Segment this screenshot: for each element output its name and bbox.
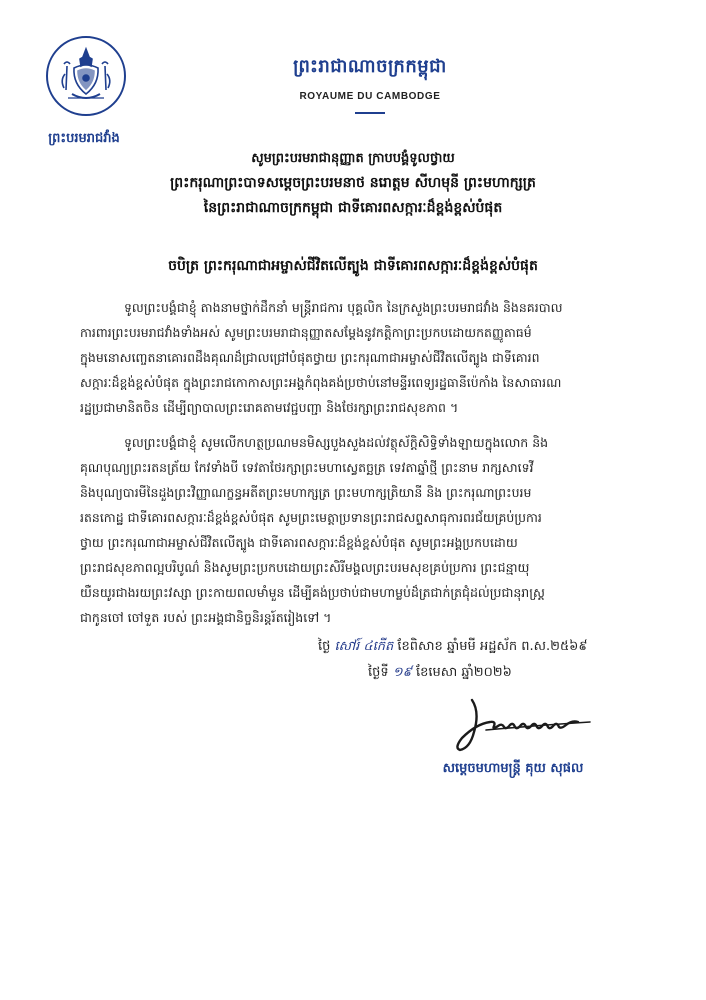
paragraph-2-line: និងបុណ្យបារមីនៃដួងព្រះវិញ្ញាណក្ខន្ធអតីតព្រះមហាក្សត្រ ព្រះមហាក្សត្រិយានី និង ព្រះករុណាព្រះបរម	[80, 485, 532, 500]
paragraph-2-line: ជាកូនចៅ ចៅទួត របស់ ព្រះអង្គជានិច្ចនិរន្តរ៍តរៀងទៅ ។	[80, 610, 332, 625]
addressee-block	[70, 146, 636, 221]
subject-line: ចបិត្រ ព្រះករុណាជាអម្ចាស់ជីវិតលើត្បូង ជាទីគោរពសក្ការៈដ៏ខ្ពង់ខ្ពស់បំផុត	[168, 258, 538, 274]
handwritten-signature-icon	[450, 692, 600, 754]
solar-date	[318, 660, 668, 686]
lunar-date-handwritten: សៅរ៍ ៤កើត	[334, 639, 394, 654]
paragraph-1-line: ក្នុងមនោសញ្ចេតនាគោរពដឹងគុណដ៏ជ្រាលជ្រៅបំផុតថ្វាយ ព្រះករុណាជាអម្ចាស់ជីវិតលើត្បូង ជាទីគោរព	[80, 350, 540, 365]
kingdom-heading	[220, 54, 520, 114]
signer-name: សម្តេចមហាមន្ត្រី គុយ សុផល	[442, 761, 584, 776]
paragraph-2-line: ទូលព្រះបង្គំជាខ្ញុំ សូមលើកហត្ថប្រណមនមិស្សបួងសួងដល់វត្ថុស័ក្តិសិទ្ធិទាំងឡាយក្នុងលោក និង	[124, 435, 549, 450]
heading-divider	[355, 112, 385, 114]
lunar-date-prefix: ថ្ងៃ	[318, 639, 331, 654]
addressee-line-3: នៃព្រះរាជាណាចក្រកម្ពុជា ជាទីគោរពសក្ការៈដ៏ខ្ពង់ខ្ពស់បំផុត	[203, 200, 503, 216]
paragraph-2-line: រតនកោដ្ឋ ជាទីគោរពសក្ការៈដ៏ខ្ពង់ខ្ពស់បំផុត សូមព្រះមេត្តាប្រទានព្រះរាជសព្ទសាធុការពរជ័យគ្រប់ប្រការ	[80, 510, 542, 525]
paragraph-2-line: ថ្វាយ ព្រះករុណាជាអម្ចាស់ជីវិតលើត្បូង ជាទីគោរពសក្ការៈដ៏ខ្ពង់ខ្ពស់បំផុត សូមព្រះអង្គប្រកបដោយ	[80, 535, 518, 550]
paragraph-1-line: សក្ការៈដ៏ខ្ពង់ខ្ពស់បំផុត ក្នុងព្រះរាជកោកាសព្រះអង្គកំពុងគង់ប្រថាប់នៅមន្ទីរពេទ្យរដ្ឋធានីប៉េកាំង នៃសាធារណ	[80, 375, 562, 390]
office-label: ព្រះបរមរាជវាំង	[48, 131, 120, 146]
royal-coat-of-arms-icon	[46, 36, 126, 116]
kingdom-name-french: ROYAUME DU CAMBODGE	[299, 91, 441, 102]
paragraph-2-line: យឺនយូរជាងរយព្រះវស្សា ព្រះកាយពលមាំមួន ដើម្បីគង់ប្រថាប់ជាមហាម្លប់ដ៏ត្រជាក់ត្រជុំដល់ប្រជានុរាស្ត្រ	[80, 585, 545, 600]
solar-date-suffix: ខែមេសា ឆ្នាំ២០២៦	[415, 665, 512, 680]
addressee-line-1: សូមព្រះបរមរាជានុញ្ញាត ក្រាបបង្គំទូលថ្វាយ	[251, 151, 455, 166]
paragraph-1-line: ទូលព្រះបង្គំជាខ្ញុំ តាងនាមថ្នាក់ដឹកនាំ មន្ត្រីរាជការ បុគ្គលិក នៃក្រសួងព្រះបរមរាជវាំង និងនគរបាល	[124, 300, 563, 315]
solar-date-handwritten: ១៩	[392, 665, 412, 680]
paragraph-1-line: រដ្ឋប្រជាមានិតចិន ដើម្បីព្យាបាលព្រះរោគតាមវេជ្ជបញ្ជា និងថែរក្សាព្រះរាជសុខភាព ។	[80, 400, 459, 415]
lunar-date-suffix: ខែពិសាខ ឆ្នាំមមី អដ្ឋស័ក ព.ស.២៥៦៩	[397, 639, 588, 654]
paragraph-2-line: ព្រះរាជសុខភាពល្អបរិបូណ៌ និងសូមព្រះប្រកបដោយព្រះសិរីមង្គលព្រះបរមសុខគ្រប់ប្រការ ព្រះជន្មាយុ	[80, 560, 530, 575]
addressee-line-2: ព្រះករុណាព្រះបាទសម្តេចព្រះបរមនាថ នរោត្តម សីហមុនី ព្រះមហាក្សត្រ	[170, 175, 536, 191]
kingdom-name-khmer: ព្រះរាជាណាចក្រកម្ពុជា	[293, 56, 447, 77]
lunar-date	[318, 634, 668, 660]
signature-icon	[450, 692, 600, 754]
paragraph-1-line: ការពារព្រះបរមរាជវាំងទាំងអស់ សូមព្រះបរមរាជានុញ្ញាតសម្តែងនូវកត្តិកាព្រះប្រកបដោយកតញ្ញូតាធម៌	[80, 325, 532, 340]
coat-of-arms-drawing-icon	[54, 44, 118, 108]
paragraph-2-line: គុណបុណ្យព្រះរតនត្រ័យ កែវទាំងបី ទេវតាថែរក្សាព្រះមហាស្វេតច្ឆត្រ ទេវតាឆ្នាំថ្មី ព្រះនាម រាក្សសាទេវី	[80, 460, 534, 475]
date-block	[318, 634, 668, 686]
solar-date-prefix: ថ្ងៃទី	[368, 665, 389, 680]
paragraph-1	[80, 295, 636, 420]
paragraph-2	[80, 430, 636, 630]
emblem-block	[44, 36, 128, 149]
